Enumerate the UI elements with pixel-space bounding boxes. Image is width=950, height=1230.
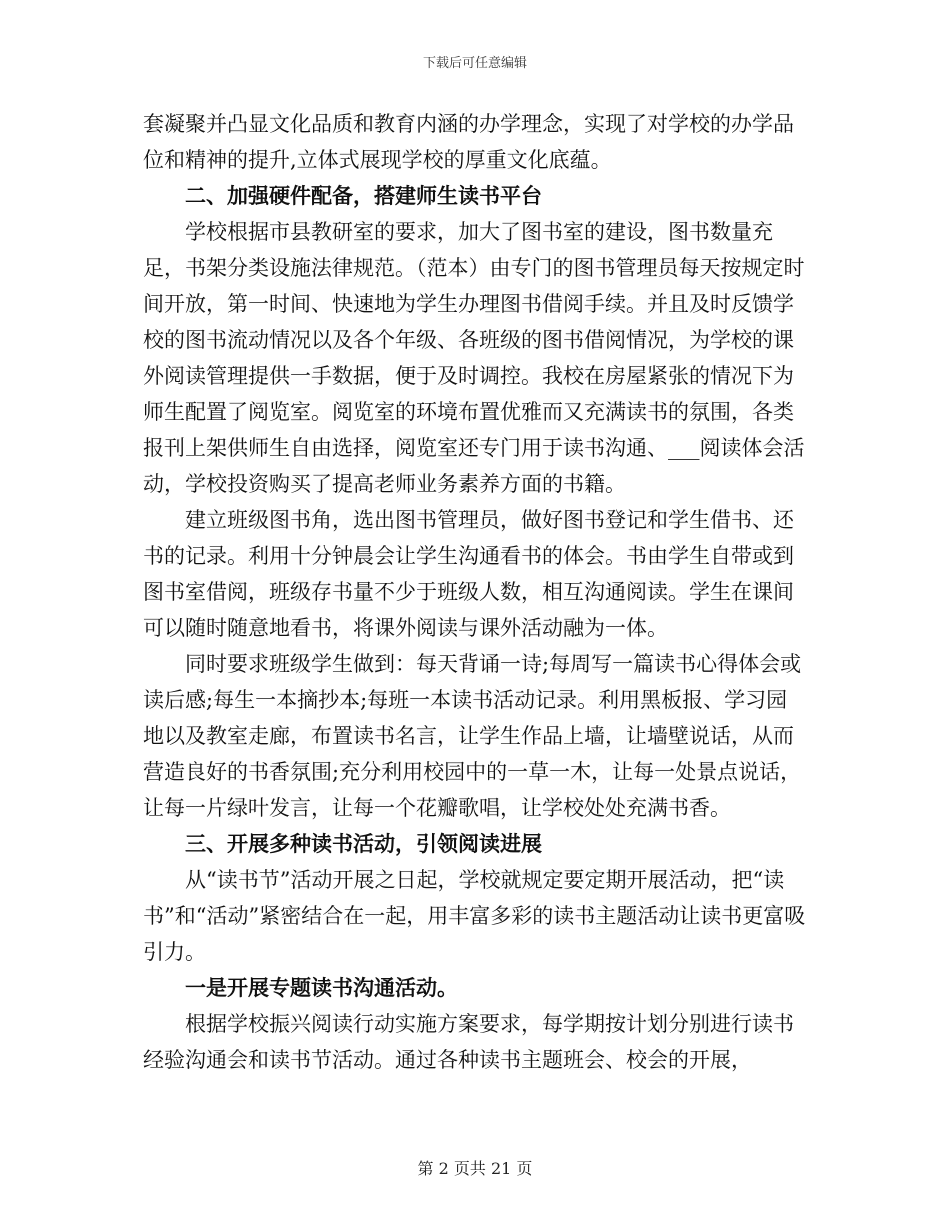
paragraph-continuation: 套凝聚并凸显文化品质和教育内涵的办学理念，实现了对学校的办学品位和精神的提升,立体式展现学校的厚重文化底蕴。 [143, 112, 794, 172]
section-heading-activities: 三、开展多种读书活动，引领阅读进展 [185, 831, 542, 856]
document-body [143, 106, 808, 1078]
page-header-note: 下载后可任意编辑 [422, 56, 527, 71]
paragraph-implementation-plan: 根据学校振兴阅读行动实施方案要求，每学期按计划分别进行读书经验沟通会和读书节活动。通过各种读书主题班会、校会的开展， [143, 1012, 794, 1072]
section-heading-hardware: 二、加强硬件配备，搭建师生读书平台 [185, 183, 542, 208]
page-number: 第 2 页共 21 页 [417, 1159, 533, 1178]
paragraph-library-construction: 学校根据市县教研室的要求，加大了图书室的建设，图书数量充足，书架分类设施法律规范。（范本）由专门的图书管理员每天按规定时间开放，第一时间、快速地为学生办理图书借阅手续。并且及时反馈学校的图书流动情况以及各个年级、各班级的图书借阅情况，为学校的课外阅读管理提供一手数据，便于及时调控。我校在房屋紧张的情况下为师生配置了阅览室。阅览室的环境布置优雅而又充满读书的氛围，各类报刊上架供师生自由选择，阅览室还专门用于读书沟通、___阅读体会活动，学校投资购买了提高老师业务素养方面的书籍。 [143, 220, 805, 496]
paragraph-student-requirements: 同时要求班级学生做到：每天背诵一诗;每周写一篇读书心得体会或读后感;每生一本摘抄本;每班一本读书活动记录。利用黑板报、学习园地以及教室走廊，布置读书名言，让学生作品上墙，让墙壁说话，从而营造良好的书香氛围;充分利用校园中的一草一木，让每一处景点说话，让每一片绿叶发言，让每一个花瓣歌唱，让学校处处充满书香。 [143, 652, 802, 820]
paragraph-reading-festival: 从“读书节”活动开展之日起，学校就规定要定期开展活动，把“读书”和“活动”紧密结合在一起，用丰富多彩的读书主题活动让读书更富吸引力。 [143, 868, 806, 964]
subheading-exchange-activities: 一是开展专题读书沟通活动。 [185, 975, 458, 1000]
paragraph-class-library: 建立班级图书角，选出图书管理员，做好图书登记和学生借书、还书的记录。利用十分钟晨会让学生沟通看书的体会。书由学生自带或到图书室借阅，班级存书量不少于班级人数，相互沟通阅读。学生在课间可以随时随意地看书，将课外阅读与课外活动融为一体。 [143, 508, 794, 640]
